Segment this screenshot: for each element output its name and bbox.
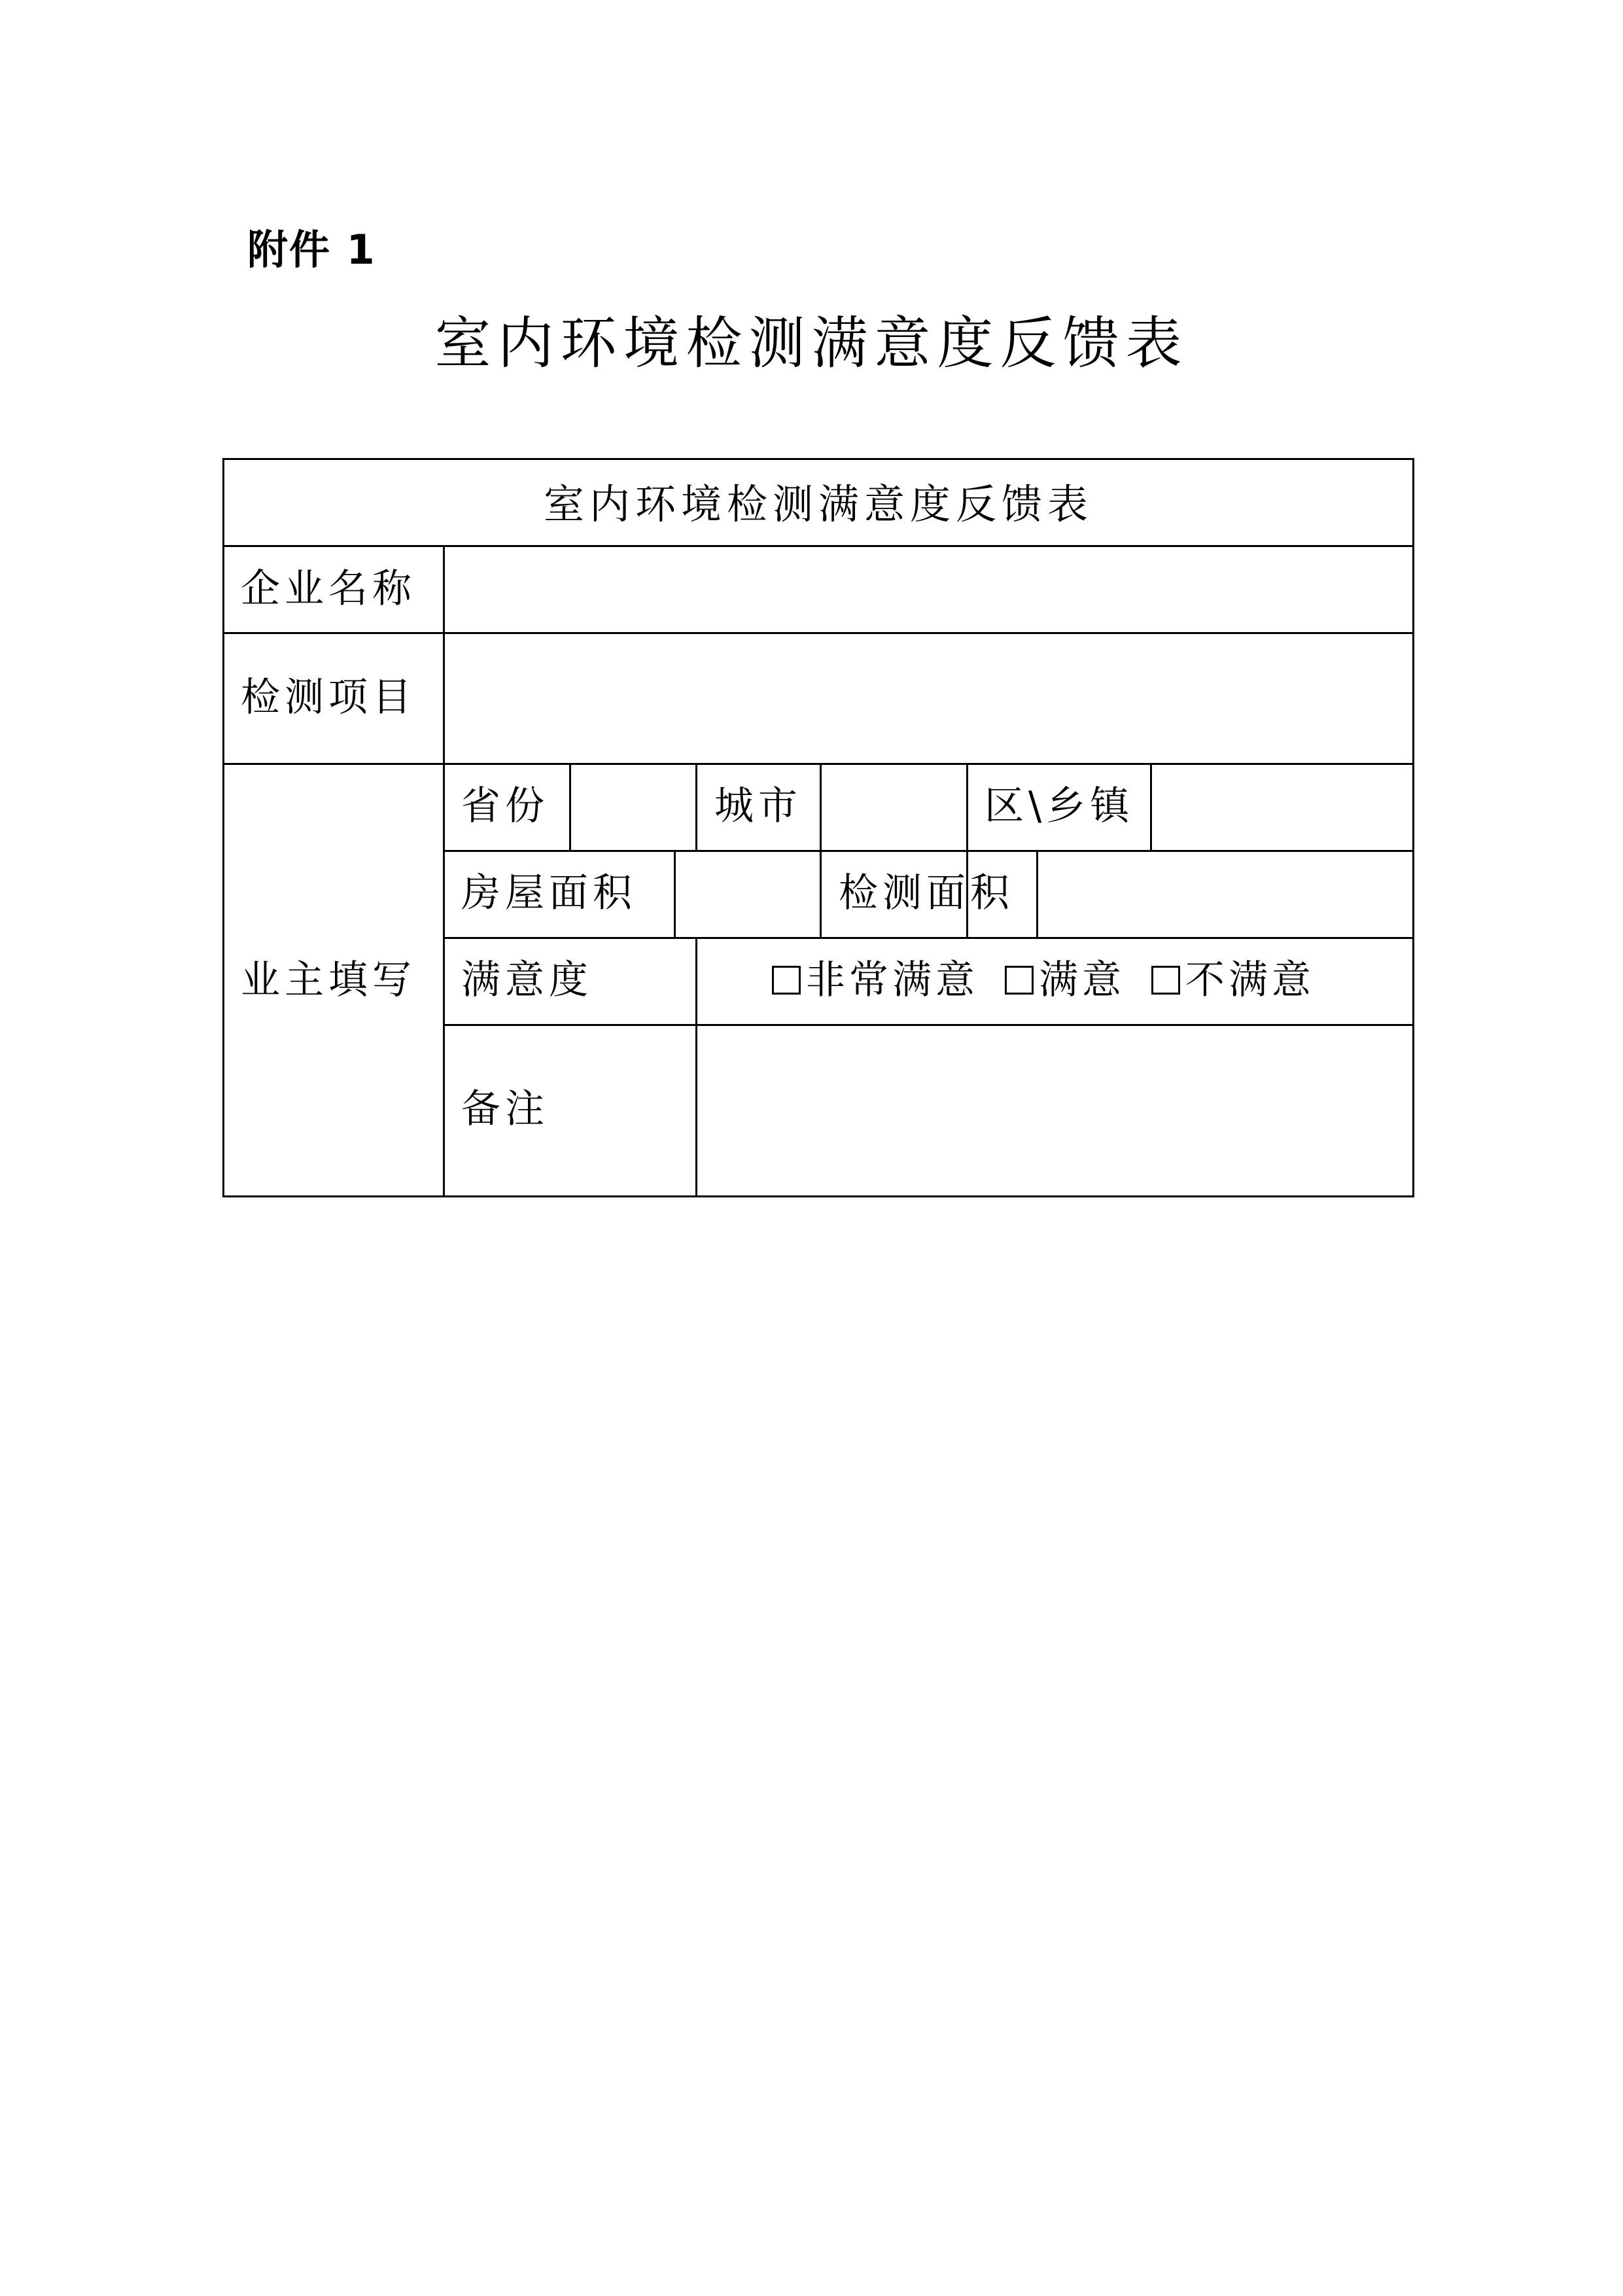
table-rule bbox=[695, 937, 697, 1197]
checkbox-icon[interactable] bbox=[772, 966, 801, 995]
attachment-label: 附件 1 bbox=[247, 226, 376, 274]
table-rule bbox=[222, 545, 1414, 547]
table-rule bbox=[222, 763, 1414, 765]
option-dissatisfied[interactable] bbox=[1151, 957, 1315, 1003]
document-title: 室内环境检测满意度反馈表 bbox=[434, 311, 1189, 376]
feedback-form-table bbox=[222, 458, 1414, 1197]
province-label: 省份 bbox=[461, 783, 549, 829]
table-rule bbox=[966, 763, 968, 850]
district-label: 区\乡镇 bbox=[985, 783, 1134, 829]
satisfaction-options bbox=[772, 957, 1341, 1003]
table-rule bbox=[820, 850, 822, 937]
table-rule bbox=[695, 763, 697, 850]
owner-section-label: 业主填写 bbox=[241, 957, 416, 1003]
table-rule bbox=[222, 632, 1414, 634]
option-satisfied[interactable] bbox=[1005, 957, 1125, 1003]
remarks-label: 备注 bbox=[461, 1086, 549, 1132]
table-rule bbox=[1036, 850, 1038, 937]
table-border-bottom bbox=[222, 1195, 1414, 1197]
table-rule bbox=[674, 850, 676, 937]
city-label: 城市 bbox=[714, 783, 802, 829]
table-rule bbox=[820, 763, 822, 850]
checkbox-icon[interactable] bbox=[1151, 966, 1180, 995]
table-rule bbox=[569, 763, 571, 850]
checkbox-icon[interactable] bbox=[1005, 966, 1034, 995]
option-very-satisfied[interactable] bbox=[772, 957, 979, 1003]
table-rule bbox=[1150, 763, 1152, 850]
table-border-top bbox=[222, 458, 1414, 460]
table-rule bbox=[443, 850, 1414, 852]
test-area-label: 检测面积 bbox=[839, 870, 1014, 916]
option-label: 满意 bbox=[1039, 957, 1125, 1003]
table-rule bbox=[443, 937, 1414, 939]
table-border-left bbox=[222, 458, 224, 1197]
satisfaction-label: 满意度 bbox=[461, 957, 593, 1003]
table-title: 室内环境检测满意度反馈表 bbox=[543, 480, 1093, 528]
table-border-right bbox=[1412, 458, 1414, 1197]
table-rule bbox=[443, 545, 445, 1197]
house-area-label: 房屋面积 bbox=[461, 870, 637, 916]
option-label: 不满意 bbox=[1185, 957, 1315, 1003]
table-rule bbox=[443, 1024, 1414, 1026]
option-label: 非常满意 bbox=[806, 957, 979, 1003]
company-name-label: 企业名称 bbox=[241, 566, 416, 612]
test-items-label: 检测项目 bbox=[241, 675, 416, 720]
